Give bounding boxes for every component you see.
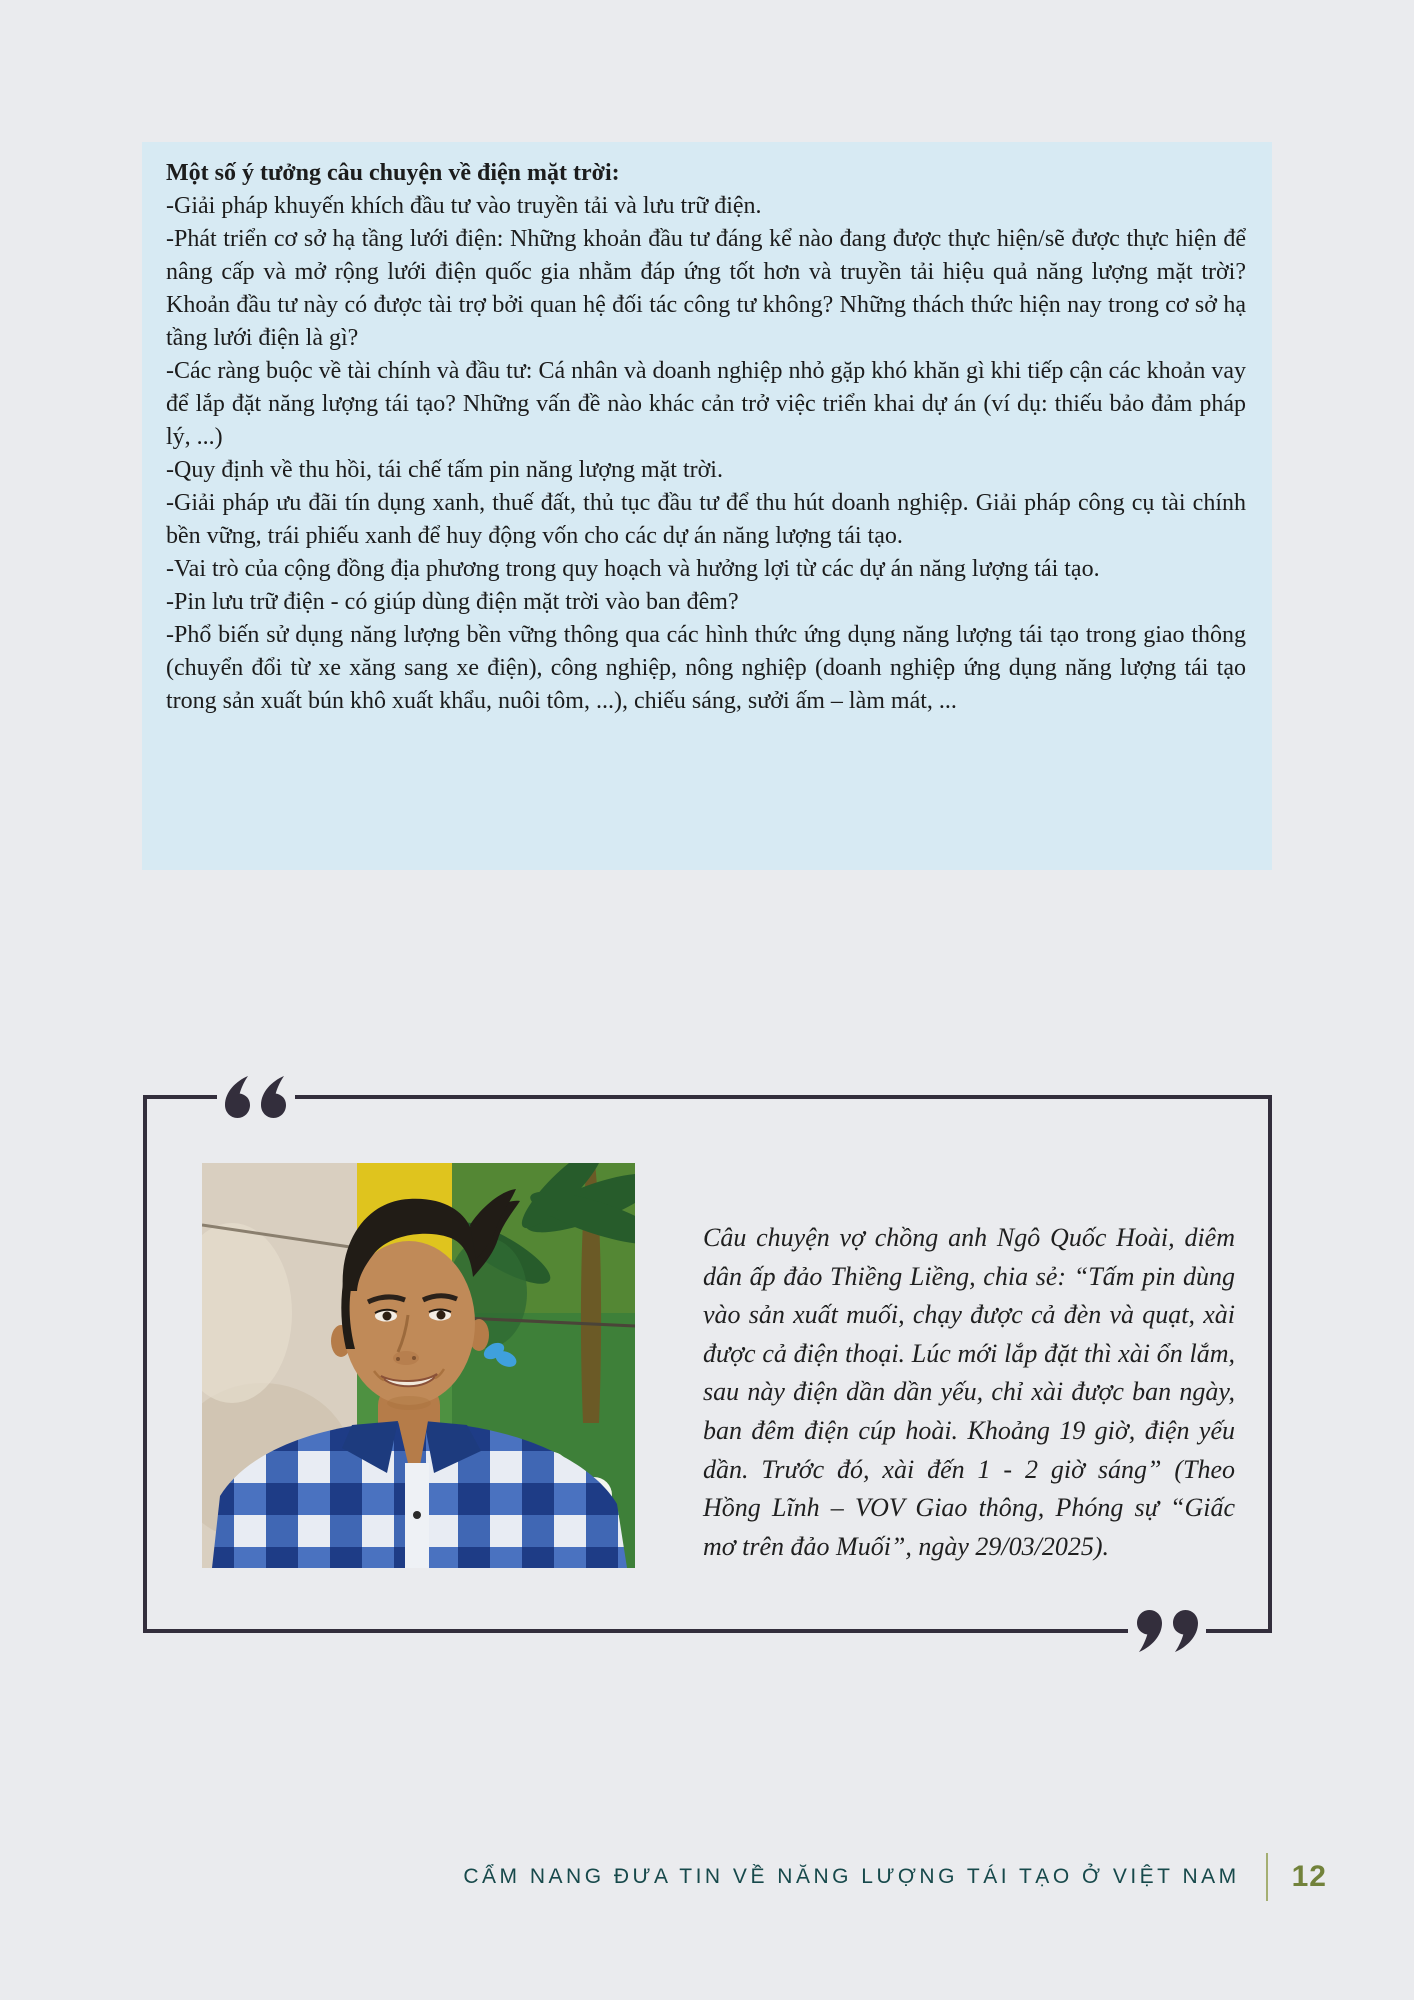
footer-separator	[1266, 1853, 1268, 1901]
idea-item: -Giải pháp khuyến khích đầu tư vào truyền tải và lưu trữ điện.	[166, 193, 762, 219]
double-quote-close-icon	[1128, 1588, 1206, 1674]
idea-item: -Phát triển cơ sở hạ tầng lưới điện: Những khoản đầu tư đáng kể nào đang được thực hiện/sẽ được thực hiện để nâng cấp và mở rộng lưới điện quốc gia nhằm đáp ứng tốt hơn và truyền tải hiệu quả năng lượng mặt trời? Khoản đầu tư này có được tài trợ bởi quan hệ đối tác công tư không? Những thách thức hiện nay trong cơ sở hạ tầng lưới điện là gì?	[166, 226, 1246, 351]
idea-item: -Các ràng buộc về tài chính và đầu tư: Cá nhân và doanh nghiệp nhỏ gặp khó khăn gì khi tiếp cận các khoản vay để lắp đặt năng lượng tái tạo? Những vấn đề nào khác cản trở việc triển khai dự án (ví dụ: thiếu bảo đảm pháp lý, ...)	[166, 358, 1246, 450]
idea-list	[166, 190, 1246, 718]
footer	[463, 1853, 1327, 1901]
idea-item: -Pin lưu trữ điện - có giúp dùng điện mặt trời vào ban đêm?	[166, 589, 739, 615]
page-number: 12	[1291, 1860, 1327, 1893]
portrait-photo	[202, 1163, 635, 1568]
idea-box	[142, 142, 1272, 870]
idea-item: -Quy định về thu hồi, tái chế tấm pin năng lượng mặt trời.	[166, 457, 723, 483]
double-quote-open-icon	[217, 1054, 295, 1140]
idea-box-heading: Một số ý tưởng câu chuyện về điện mặt trời:	[166, 160, 620, 186]
quote-text: Câu chuyện vợ chồng anh Ngô Quốc Hoài, diêm dân ấp đảo Thiềng Liềng, chia sẻ: “Tấm pin dùng vào sản xuất muối, chạy được cả đèn và quạt, xài được cả điện thoại. Lúc mới lắp đặt thì xài ổn lắm, sau này điện dần dần yếu, chỉ xài được ban ngày, ban đêm điện cúp hoài. Khoảng 19 giờ, điện yếu dần. Trước đó, xài đến 1 - 2 giờ sáng” (Theo Hồng Lĩnh – VOV Giao thông, Phóng sự “Giấc mơ trên đảo Muối”, ngày 29/03/2025).	[703, 1223, 1235, 1561]
idea-item: -Giải pháp ưu đãi tín dụng xanh, thuế đất, thủ tục đầu tư để thu hút doanh nghiệp. Giải pháp công cụ tài chính bền vững, trái phiếu xanh để huy động vốn cho các dự án năng lượng tái tạo.	[166, 490, 1246, 549]
idea-item: -Vai trò của cộng đồng địa phương trong quy hoạch và hưởng lợi từ các dự án năng lượng tái tạo.	[166, 556, 1100, 582]
idea-item: -Phổ biến sử dụng năng lượng bền vững thông qua các hình thức ứng dụng năng lượng tái tạo trong giao thông (chuyển đổi từ xe xăng sang xe điện), công nghiệp, nông nghiệp (doanh nghiệp ứng dụng năng lượng tái tạo trong sản xuất bún khô xuất khẩu, nuôi tôm, ...), chiếu sáng, sưởi ấm – làm mát, ...	[166, 622, 1246, 714]
footer-title: CẨM NANG ĐƯA TIN VỀ NĂNG LƯỢNG TÁI TẠO Ở VIỆT NAM	[463, 1865, 1240, 1888]
